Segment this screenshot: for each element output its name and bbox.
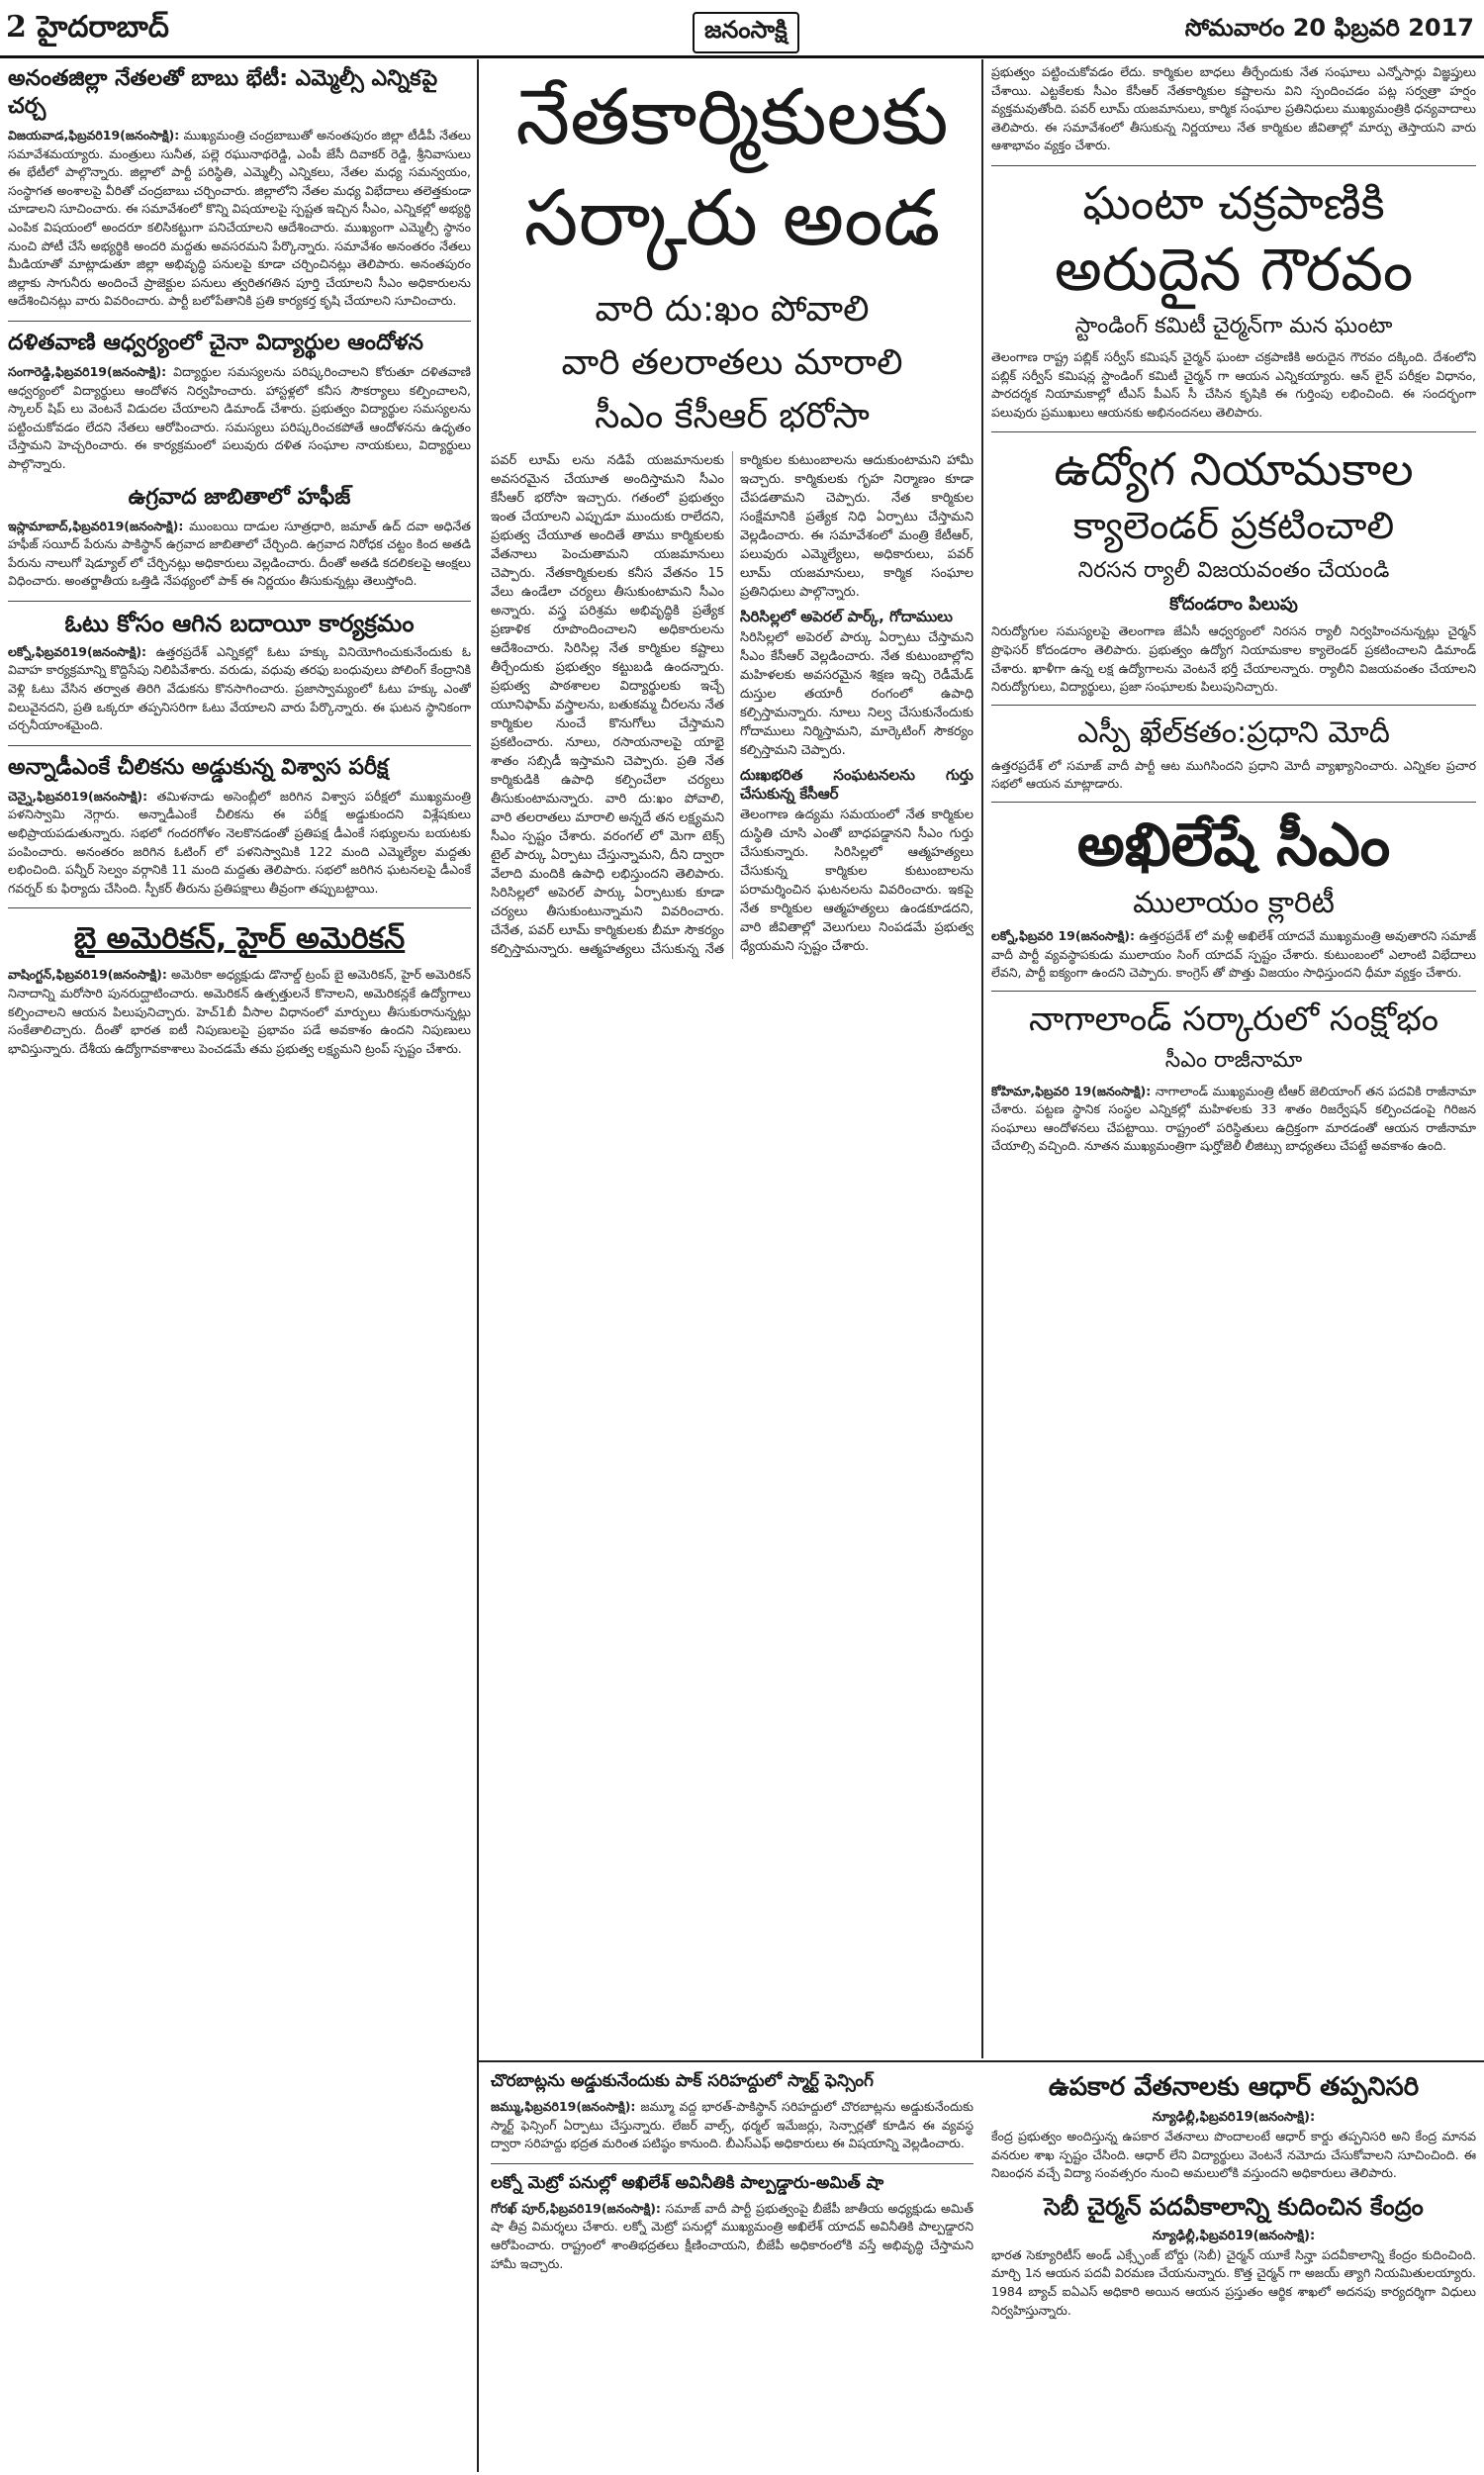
article-amit-shah (491, 2163, 974, 2273)
column-divider (981, 59, 983, 2058)
article-aadhaar (991, 2070, 1476, 2183)
article-aiadmk (8, 745, 471, 899)
dateline: చెన్నై,ఫిబ్రవరి19(జనంసాక్షి): (8, 788, 148, 804)
right-column (991, 63, 1476, 2056)
article-buy-american (8, 907, 471, 1058)
article-body: పవర్ లూమ్ లను నడిపే యజమానులకు అవసరమైన చేయూత అందిస్తామని సీఎం కేసీఆర్ భరోసా ఇచ్చారు. గతంలో ప్రభుత్వం ఇంత చేయాలని ఎప్పుడూ ముందుకు రాలేదని, ప్రభుత్వ చేయూత అందితే తాము కార్మికులకు వేతనాలు పెంచుతామని యజమానులు చెప్పారు. నేతకార్మికులకు కనీస వేతనం 15 వేలు ఉండేలా చర్యలు తీసుకుంటామని సీఎం అన్నారు. వస్త్ర పరిశ్రమ అభివృద్ధికి ప్రత్యేక ప్రణాళిక రూపొందించాలని అధికారులను ఆదేశించారు. సిరిసిల్ల నేత కార్మికుల కష్టాలు తీర్చేందుకు ప్రభుత్వం కట్టుబడి ఉందన్నారు. ప్రభుత్వ పాఠశాలల విద్యార్థులకు ఇచ్చే యూనిఫామ్ వస్త్రాలను, బతుకమ్మ చీరలను నేత కార్మికుల నుంచే కొనుగోలు చేస్తామని ప్రకటించారు. నూలు, రసాయనాలపై యాభై శాతం సబ్సిడీ ఇస్తామని చెప్పారు. ప్రతి నేత కార్మికుడికి ఉపాధి కల్పించేలా చర్యలు తీసుకుంటామన్నారు. వారి దు:ఖం పోవాలి, వారి తలరాతలు మారాలి అన్నదే తన లక్ష్యమని సీఎం స్పష్టం చేశారు. వరంగల్ లో మెగా టెక్స్ టైల్ పార్కు ఏర్పాటు చేస్తున్నామని, దీని ద్వారా వేలాది మందికి ఉపాధి లభిస్తుందని తెలిపారు. సిరిసిల్లలో అపెరల్ పార్కు ఏర్పాటుకు కూడా చర్యలు తీసుకుంటున్నామని వివరించారు. చేనేత, పవర్ లూమ్ కార్మికులకు బీమా సౌకర్యం కల్పిస్తామన్నారు. ఆత్మహత్యలు చేసుకున్న నేత కార్మికుల కుటుంబాలను ఆదుకుంటామని హామీ ఇచ్చారు. కార్మికులకు గృహ నిర్మాణం కూడా చేపడతామని చెప్పారు. నేత కార్మికుల సంక్షేమానికి ప్రత్యేక నిధి ఏర్పాటు చేస్తామని వెల్లడించారు. ఈ సమావేశంలో మంత్రి కేటీఆర్, పలువురు ఎమ్మెల్యేలు, అధికారులు, పవర్ లూమ్ యజమానులు, కార్మిక సంఘాల ప్రతినిధులు పాల్గొన్నారు. (491, 453, 974, 957)
center-bottom (491, 2068, 974, 2469)
page-label: 2 హైదరాబాద్ (6, 10, 169, 45)
lead-headline-line2: సర్కారు అండ (523, 174, 941, 263)
headline: ఉపకార వేతనాలకు ఆధార్ తప్పనిసరి (1048, 2072, 1420, 2102)
kicker: స్టాండింగ్ కమిటీ చైర్మన్‌గా మన ఘంటా (1074, 313, 1393, 338)
headline: అనంతజిల్లా నేతలతో బాబు భేటీ: ఎమ్మెల్సీ ఎన్నికపై చర్చ (8, 66, 438, 119)
newspaper-logo: జనంసాక్షి (693, 12, 799, 53)
dateline: గోరఖ్ పూర్,ఫిబ్రవరి19(జనంసాక్షి): (491, 2200, 661, 2216)
headline-line2: క్యాలెండర్ ప్రకటించాలి (1072, 504, 1395, 548)
left-column (8, 63, 471, 2468)
dateline: ఇస్లామాబాద్,ఫిబ్రవరి19(జనంసాక్షి): (8, 518, 184, 533)
headline: అఖిలేషే సీఎం (1076, 809, 1391, 880)
article-dalitvani (8, 321, 471, 474)
article-job-calendar (991, 431, 1476, 696)
dateline: వాషింగ్టన్,ఫిబ్రవరి19(జనంసాక్షి): (8, 967, 167, 983)
dateline: సంగారెడ్డి,ఫిబ్రవరి19(జనంసాక్షి): (8, 363, 167, 379)
dateline: లక్నో,ఫిబ్రవరి19(జనంసాక్షి): (8, 643, 147, 659)
headline: బై అమెరికన్, హైర్ అమెరికన్ (73, 921, 406, 957)
article-body: కేంద్ర ప్రభుత్వం అందిస్తున్న ఉపకార వేతనాలు పొందాలంటే ఆధార్ కార్డు తప్పనిసరి అని కేంద్ర మానవ వనరుల శాఖ స్పష్టం చేసింది. ఆధార్ లేని విద్యార్థులు వెంటనే నమోదు చేసుకోవాలని సూచించింది. ఈ నిబంధన వచ్చే విద్యా సంవత్సరం నుంచి అమలులోకి వస్తుందని అధికారులు తెలిపారు. (991, 2129, 1476, 2181)
headline: ఉగ్రవాద జాబితాలో హఫీజ్ (128, 484, 351, 510)
article-modi (991, 705, 1476, 794)
right-bottom (991, 2068, 1476, 2469)
masthead (0, 0, 1484, 58)
lead-body (491, 451, 974, 959)
headline-line1: ఉద్యోగ నియామకాల (1054, 442, 1414, 497)
column-divider (477, 59, 479, 2472)
headline-line1: ఘంటా చక్రపాణికి (1082, 175, 1385, 230)
headline: ఓటు కోసం ఆగిన బదాయీ కార్యక్రమం (64, 609, 415, 637)
headline: సెబీ చైర్మన్ పదవీకాలాన్ని కుదించిన కేంద్రం (1044, 2192, 1424, 2221)
article-body: ఉత్తరప్రదేశ్ ఎన్నికల్లో ఓటు హక్కు వినియోగించుకునేందుకు ఓ వివాహ కార్యక్రమాన్ని కొద్దిసేపు నిలిపివేశారు. వరుడు, వధువు తరఫు బంధువులు పోలింగ్ కేంద్రానికి వెళ్లి ఓటు వేసిన తర్వాత తిరిగి వేడుకను కొనసాగించారు. ప్రజాస్వామ్యంలో ఓటు హక్కు ఎంతో విలువైనదని, ప్రతి ఒక్కరూ తప్పనిసరిగా ఓటు వేయాలని వారు పేర్కొన్నారు. ఈ ఘటన స్థానికంగా చర్చనీయాంశమైంది. (8, 643, 471, 733)
article-body: ముంబయి దాడుల సూత్రధారి, జమాత్ ఉద్ దవా అధినేత హఫీజ్ సయీద్ పేరును పాకిస్థాన్ ఉగ్రవాద జాబితాలో చేర్చింది. ఉగ్రవాద నిరోధక చట్టం కింద అతడి పేరును నాలుగో షెడ్యూల్ లో చేర్చినట్లు అధికారులు వెల్లడించారు. దీంతో అతడి కదలికలపై ఆంక్షలు విధించారు. అంతర్జాతీయ ఒత్తిడి నేపథ్యంలో పాక్ ఈ నిర్ణయం తీసుకున్నట్లు తెలుస్తోంది. (8, 518, 471, 589)
article-body: జమ్మూ వద్ద భారత్-పాకిస్థాన్ సరిహద్దులో చొరబాట్లను అడ్డుకునేందుకు స్మార్ట్ ఫెన్సింగ్ ఏర్పాటు చేస్తున్నారు. లేజర్ వాల్స్, థర్మల్ ఇమేజర్లు, సెన్సార్లతో కూడిన ఈ వ్యవస్థ ద్వారా సరిహద్దు భద్రత మరింత పటిష్ఠం కానుంది. బీఎస్ఎఫ్ అధికారులు ఈ విషయాన్ని వెల్లడించారు. (491, 2099, 974, 2151)
kicker: ములాయం క్లారిటీ (1133, 885, 1335, 920)
article-body: తెలంగాణ రాష్ట్ర పబ్లిక్ సర్వీస్ కమిషన్ చైర్మన్ ఘంటా చక్రపాణికి అరుదైన గౌరవం దక్కింది. దేశంలోని పబ్లిక్ సర్వీస్ కమిషన్ల స్టాండింగ్ కమిటీ చైర్మన్ గా ఆయన ఎన్నికయ్యారు. ఆన్ లైన్ పరీక్షల విధానం, పారదర్శక నియామకాల్లో టీఎస్ పీఎస్ సీ చేసిన కృషికి ఈ గుర్తింపు లభించింది. ఈ సందర్భంగా పలువురు ప్రముఖులు ఆయనకు అభినందనలు తెలిపారు. (991, 348, 1476, 420)
headline: లక్నో మెట్రో పనుల్లో అఖిలేశ్ అవినీతికి పాల్పడ్డారు-అమిత్ షా (491, 2172, 884, 2193)
article-vote-wedding (8, 601, 471, 735)
headline: అన్నాడీఎంకే చీలికను అడ్డుకున్న విశ్వాస పరీక్ష (8, 754, 389, 780)
article-smart-fencing (491, 2070, 974, 2153)
lead-subtitle-line2: వారి తలరాతలు మారాలి (561, 342, 903, 383)
headline: దళితవాణి ఆధ్వర్యంలో చైనా విద్యార్థుల ఆందోళన (8, 330, 423, 355)
headline: నాగాలాండ్ సర్కారులో సంక్షోభం (1029, 999, 1438, 1039)
article-body: సిరిసిల్లలో అపెరల్ పార్కు ఏర్పాటు చేస్తామని సీఎం కేసీఆర్ వెల్లడించారు. నేత కుటుంబాల్లోని మహిళలకు అవసరమైన శిక్షణ ఇచ్చి రెడీమేడ్ దుస్తుల తయారీ రంగంలో ఉపాధి కల్పిస్తామన్నారు. నూలు నిల్వ చేసుకునేందుకు గోదాములు నిర్మిస్తామని, మార్కెటింగ్ సౌకర్యం కల్పిస్తామని చెప్పారు. (740, 630, 974, 758)
kicker: నిరసన ర్యాలీ విజయవంతం చేయండి (1077, 558, 1390, 584)
article-body: విద్యార్థుల సమస్యలను పరిష్కరించాలని కోరుతూ దళితవాణి ఆధ్వర్యంలో విద్యార్థులు ఆందోళన నిర్వహించారు. హాస్టళ్లలో కనీస సౌకర్యాలు కల్పించాలని, స్కాలర్ షిప్ లు వెంటనే విడుదల చేయాలని డిమాండ్ చేశారు. ప్రభుత్వం విద్యార్థుల సమస్యలను పట్టించుకోవడం లేదని నేతలు ఆరోపించారు. సమస్యలు పరిష్కరించకపోతే ఆందోళనను ఉధృతం చేస్తామని హెచ్చరించారు. ఈ కార్యక్రమంలో పలువురు దళిత సంఘాల నాయకులు, విద్యార్థులు పాల్గొన్నారు. (8, 363, 471, 471)
dateline: న్యూఢిల్లీ,ఫిబ్రవరి19(జనంసాక్షి): (1152, 2228, 1316, 2243)
article-chandrababu (8, 65, 471, 311)
article-body: భారత సెక్యూరిటీస్ అండ్ ఎక్స్ఛేంజ్ బోర్డు (సెబీ) చైర్మన్ యూకే సిన్హా పదవీకాలాన్ని కేంద్రం కుదించింది. మార్చి 1న ఆయన పదవీ విరమణ చేయనున్నారు. కొత్త చైర్మన్ గా అజయ్ త్యాగి నియమితులయ్యారు. 1984 బ్యాచ్ ఐఏఎస్ అధికారి అయిన ఆయన ప్రస్తుతం ఆర్థిక శాఖలో అదనపు కార్యదర్శిగా విధులు నిర్వహిస్తున్నారు. (991, 2246, 1476, 2318)
article-body: సమాజ్ వాదీ పార్టీ ప్రభుత్వంపై బీజేపీ జాతీయ అధ్యక్షుడు అమిత్ షా తీవ్ర విమర్శలు చేశారు. లక్నో మెట్రో పనుల్లో ముఖ్యమంత్రి అఖిలేశ్ యాదవ్ అవినీతికి పాల్పడ్డారని ఆరోపించారు. రాష్ట్రంలో శాంతిభద్రతలు క్షీణించాయని, బీజేపీ అధికారంలోకి వస్తే అభివృద్ధి చేస్తామని హామీ ఇచ్చారు. (491, 2200, 974, 2271)
article-nagaland (991, 991, 1476, 1156)
section-divider (479, 2060, 1484, 2062)
issue-date: సోమవారం 20 ఫిబ్రవరి 2017 (1184, 14, 1474, 42)
dateline: లక్నో,ఫిబ్రవరి 19(జనంసాక్షి): (991, 927, 1135, 943)
article-body: నాగాలాండ్ ముఖ్యమంత్రి టీఆర్ జెలియాంగ్ తన పదవికి రాజీనామా చేశారు. పట్టణ స్థానిక సంస్థల ఎన్నికల్లో మహిళలకు 33 శాతం రిజర్వేషన్ కల్పించడంపై గిరిజన సంఘాలు ఆందోళనలు చేపట్టాయి. రాష్ట్రంలో పరిస్థితులు ఉద్రిక్తంగా మారడంతో ఆయన రాజీనామా చేయాల్సి వచ్చింది. నూతన ముఖ్యమంత్రిగా షుర్హోజెలీ లీజిట్సు బాధ్యతలు చేపట్టే అవకాశం ఉంది. (991, 1083, 1476, 1154)
article-body: ఉత్తరప్రదేశ్ లో మళ్లీ అఖిలేశ్ యాదవే ముఖ్యమంత్రి అవుతారని సమాజ్ వాదీ పార్టీ వ్యవస్థాపకుడు ములాయం సింగ్ యాదవ్ స్పష్టం చేశారు. కుటుంబంలో ఎలాంటి విభేదాలు లేవని, పార్టీ ఐక్యంగా ఉందని చెప్పారు. కాంగ్రెస్ తో పొత్తు విజయం సాధిస్తుందని ధీమా వ్యక్తం చేశారు. (991, 927, 1476, 981)
lead-story (491, 63, 974, 2052)
dateline: న్యూఢిల్లీ,ఫిబ్రవరి19(జనంసాక్షి): (1152, 2110, 1316, 2125)
article-body: ముఖ్యమంత్రి చంద్రబాబుతో అనంతపురం జిల్లా టీడీపీ నేతలు సమావేశమయ్యారు. మంత్రులు సునీత, పల్లె రఘునాథరెడ్డి, ఎంపీ జేసీ దివాకర్ రెడ్డి, శ్రీనివాసులు ఈ భేటీలో పాల్గొన్నారు. జిల్లాలో పార్టీ పరిస్థితి, ఎమ్మెల్సీ ఎన్నికలు, నేతల మధ్య సమన్వయం, సంస్థాగత అంశాలపై వీరితో చంద్రబాబు చర్చించారు. జిల్లాలోని నేతల మధ్య విభేదాలు తలెత్తకుండా చూడాలని సూచించారు. ఈ సమావేశంలో కొన్ని విషయాలపై స్పష్టత ఇచ్చిన సీఎం, ఎన్నికల్లో అభ్యర్థి ఎంపిక విషయంలో అందరూ కలిసికట్టుగా పనిచేయాలని ఆదేశించారు. ముఖ్యంగా ఎమ్మెల్సీ స్థానం నుంచి పోటీ చేసే అభ్యర్థికి అందరి మద్దతు అవసరమని పేర్కొన్నారు. సమావేశం అనంతరం నేతలు మీడియాతో మాట్లాడుతూ జిల్లా అభివృద్ధి పనులపై కూడా చర్చించినట్లు తెలిపారు. అనంతపురం జిల్లాకు సాగునీరు అందించే ప్రాజెక్టుల పనులు త్వరితగతిన పూర్తి చేయాలని సీఎం అధికారులను ఆదేశించినట్లు వారు వివరించారు. పార్టీ బలోపేతానికి ప్రతి కార్యకర్త కృషి చేయాలని సూచించారు. (8, 128, 471, 309)
dateline: విజయవాడ,ఫిబ్రవరి19(జనంసాక్షి): (8, 128, 180, 143)
article-body: ఉత్తరప్రదేశ్ లో సమాజ్ వాదీ పార్టీ ఆట ముగిసిందని ప్రధాని మోదీ వ్యాఖ్యానించారు. ఎన్నికల ప్రచార సభలో ఆయన మాట్లాడారు. (991, 757, 1476, 792)
article-chakrapani (991, 165, 1476, 422)
headline: చొరబాట్లను అడ్డుకునేందుకు పాక్ సరిహద్దులో స్మార్ట్ ఫెన్సింగ్ (491, 2071, 874, 2091)
subhead: సిరిసిల్లలో అపెరల్ పార్క్, గోదాములు (740, 608, 953, 625)
article-body: తెలంగాణ ఉద్యమ సమయంలో నేత కార్మికుల దుస్థితి చూసి ఎంతో బాధపడ్డానని సీఎం గుర్తు చేసుకున్నారు. సిరిసిల్లలో ఆత్మహత్యలు చేసుకున్న కార్మికుల కుటుంబాలను పరామర్శించిన ఘటనలను వివరించారు. ఇకపై నేత కార్మికుల ఆత్మహత్యలు ఉండకూడదని, వారి జీవితాల్లో వెలుగులు నింపడమే ప్రభుత్వ ధ్యేయమని స్పష్టం చేశారు. (740, 808, 974, 954)
article-body: నిరుద్యోగుల సమస్యలపై తెలంగాణ జేఏసీ ఆధ్వర్యంలో నిరసన ర్యాలీ నిర్వహించనున్నట్లు చైర్మన్ ప్రొఫెసర్ కోదండరాం తెలిపారు. ప్రభుత్వం ఉద్యోగ నియామకాల క్యాలెండర్ ప్రకటించాలని డిమాండ్ చేశారు. ఖాళీగా ఉన్న లక్ష ఉద్యోగాలను వెంటనే భర్తీ చేయాలన్నారు. ర్యాలీని విజయవంతం చేయాలని నిరుద్యోగులు, విద్యార్థులు, ప్రజా సంఘాలకు పిలుపునిచ్చారు. (991, 623, 1476, 695)
lead-subtitle-line1: వారి దు:ఖం పోవాలి (595, 289, 870, 330)
headline: ఎస్పీ ఖేల్‌కతం:ప్రధాని మోదీ (1077, 714, 1390, 750)
subhead: దుఃఖభరిత సంఘటనలను గుర్తు చేసుకున్న కేసీఆర్ (740, 766, 974, 803)
article-body: తమిళనాడు అసెంబ్లీలో జరిగిన విశ్వాస పరీక్షలో ముఖ్యమంత్రి పళనిస్వామి నెగ్గారు. అన్నాడీఎంకే చీలికను ఈ పరీక్ష అడ్డుకుందని విశ్లేషకులు అభిప్రాయపడుతున్నారు. సభలో గందరగోళం నెలకొనడంతో ప్రతిపక్ష డీఎంకే సభ్యులను బయటకు పంపించారు. అనంతరం జరిగిన ఓటింగ్ లో పళనిస్వామికి 122 మంది ఎమ్మెల్యేల మద్దతు లభించింది. పన్నీర్ సెల్వం వర్గానికి 11 మంది మద్దతు తెలిపారు. సభలో జరిగిన ఘటనలపై డీఎంకే గవర్నర్ కు ఫిర్యాదు చేసింది. స్పీకర్ తీరును ప్రతిపక్షాలు తీవ్రంగా తప్పుబట్టాయి. (8, 788, 471, 896)
lead-headline-line1: నేతకార్మికులకు (515, 73, 949, 162)
article-hafiz (8, 484, 471, 591)
kicker: సీఎం రాజీనామా (1164, 1047, 1303, 1073)
kicker: కోదండరాం పిలుపు (1169, 594, 1298, 616)
dateline: కోహిమా,ఫిబ్రవరి 19(జనంసాక్షి): (991, 1083, 1152, 1098)
headline-line2: అరుదైన గౌరవం (1054, 235, 1414, 305)
article-sebi (991, 2191, 1476, 2320)
lead-continuation: ప్రభుత్వం పట్టించుకోవడం లేదు. కార్మికుల బాధలు తీర్చేందుకు నేత సంఘాలు ఎన్నోసార్లు విజ్ఞప్తులు చేశాయి. ఎట్టకేలకు సీఎం కేసీఆర్ నేతకార్మికుల కష్టాలను విని స్పందించడం పట్ల సర్వత్రా హర్షం వ్యక్తమవుతోంది. పవర్ లూమ్ యజమానులు, కార్మిక సంఘాల ప్రతినిధులు ముఖ్యమంత్రికి ధన్యవాదాలు తెలిపారు. ఈ సమావేశంలో తీసుకున్న నిర్ణయాలు నేత కార్మికుల జీవితాల్లో మార్పు తెస్తాయని వారు ఆశాభావం వ్యక్తం చేశారు. (991, 64, 1476, 153)
article-akhilesh (991, 802, 1476, 983)
dateline: జమ్ము,ఫిబ్రవరి19(జనంసాక్షి): (491, 2099, 636, 2114)
lead-subtitle-line3: సీఎం కేసీఆర్ భరోసా (595, 396, 870, 436)
article-body: అమెరికా అధ్యక్షుడు డొనాల్డ్ ట్రంప్ బై అమెరికన్, హైర్ అమెరికన్ నినాదాన్ని మరోసారి పునరుద్ఘాటించారు. అమెరికన్ ఉత్పత్తులనే కొనాలని, అమెరికన్లకే ఉద్యోగాలు కల్పించాలని ఆయన పిలుపునిచ్చారు. హెచ్1బీ వీసాల విధానంలో మార్పులు తీసుకురానున్నట్లు సంకేతాలిచ్చారు. దీంతో భారత ఐటీ నిపుణులపై ప్రభావం పడే అవకాశం ఉందని నిపుణులు భావిస్తున్నారు. దేశీయ ఉద్యోగావకాశాలు పెంచడమే తమ ప్రభుత్వ లక్ష్యమని ట్రంప్ స్పష్టం చేశారు. (8, 967, 471, 1056)
